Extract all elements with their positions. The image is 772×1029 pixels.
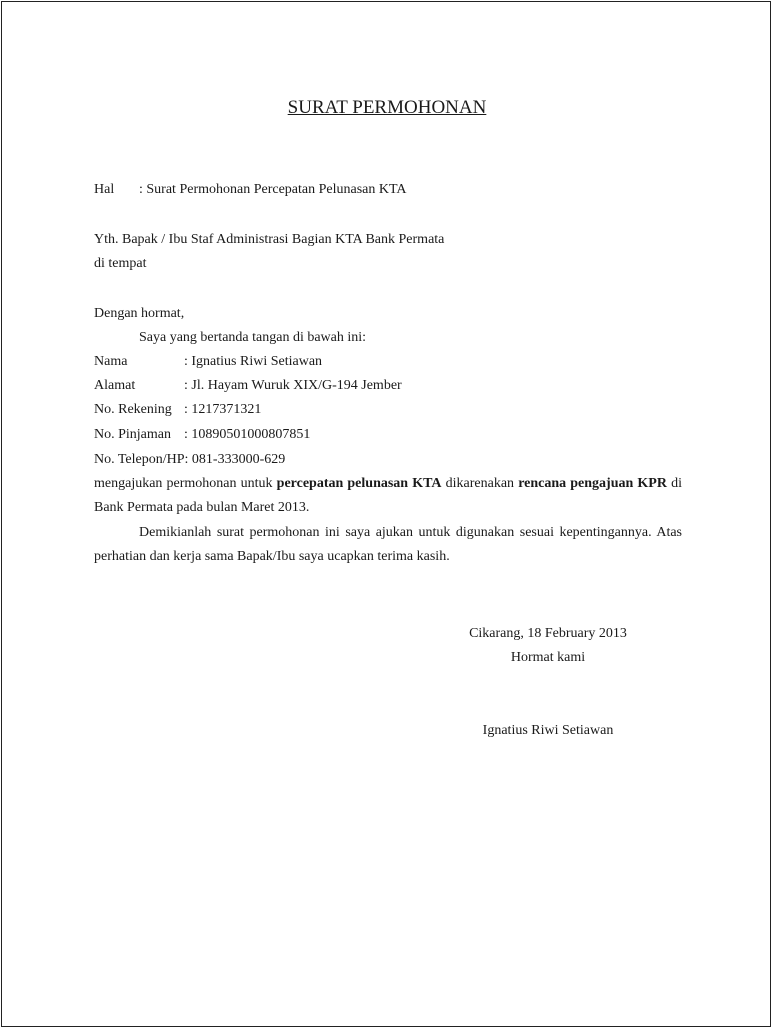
field-value: : 10890501000807851 bbox=[184, 427, 311, 442]
closing-place-date: Cikarang, 18 February 2013 bbox=[469, 626, 627, 641]
field-label: No. Pinjaman bbox=[94, 427, 171, 442]
body-bold-text: percepatan pelunasan KTA bbox=[276, 476, 442, 491]
subject-value: : Surat Permohonan Percepatan Pelunasan KTA bbox=[139, 182, 407, 197]
closing-salutation: Hormat kami bbox=[510, 650, 586, 665]
subject-label: Hal bbox=[94, 182, 115, 197]
field-row-loan bbox=[94, 425, 310, 445]
field-row-name bbox=[94, 352, 322, 372]
body-paragraph-2: Demikianlah surat permohonan ini saya ajukan untuk digunakan sesuai kepentingannya. Atas perhatian dan kerja sama Bapak/Ibu saya ucapkan terima kasih. bbox=[94, 525, 682, 564]
greeting: Dengan hormat, bbox=[94, 306, 185, 321]
body-paragraph-1 bbox=[94, 472, 682, 520]
intro-text: Saya yang bertanda tangan di bawah ini: bbox=[139, 330, 367, 345]
body-text: mengajukan permohonan untuk bbox=[94, 476, 277, 491]
field-label: No. Telepon/HP bbox=[94, 452, 185, 467]
letter-page bbox=[1, 1, 771, 1027]
field-value: : Ignatius Riwi Setiawan bbox=[184, 354, 323, 369]
letter-title: SURAT PERMOHONAN bbox=[287, 97, 487, 118]
field-value: : 1217371321 bbox=[184, 402, 262, 417]
field-label: Alamat bbox=[94, 378, 136, 393]
body-text: di Bank Permata pada bulan Maret 2013. bbox=[94, 476, 682, 515]
field-label: No. Rekening bbox=[94, 402, 172, 417]
field-value: : 081-333000-629 bbox=[184, 452, 286, 467]
field-value: : Jl. Hayam Wuruk XIX/G-194 Jember bbox=[184, 378, 402, 393]
field-row-address bbox=[94, 376, 402, 396]
recipient-line-2: di tempat bbox=[94, 256, 147, 271]
body-bold-text: rencana pengajuan KPR bbox=[518, 476, 667, 491]
body-text: dikarenakan bbox=[441, 476, 519, 491]
field-row-account bbox=[94, 400, 261, 420]
field-row-phone bbox=[94, 450, 285, 470]
signer-name: Ignatius Riwi Setiawan bbox=[482, 723, 614, 738]
field-label: Nama bbox=[94, 354, 128, 369]
recipient-line-1: Yth. Bapak / Ibu Staf Administrasi Bagian KTA Bank Permata bbox=[94, 232, 445, 247]
subject-line bbox=[94, 180, 407, 200]
